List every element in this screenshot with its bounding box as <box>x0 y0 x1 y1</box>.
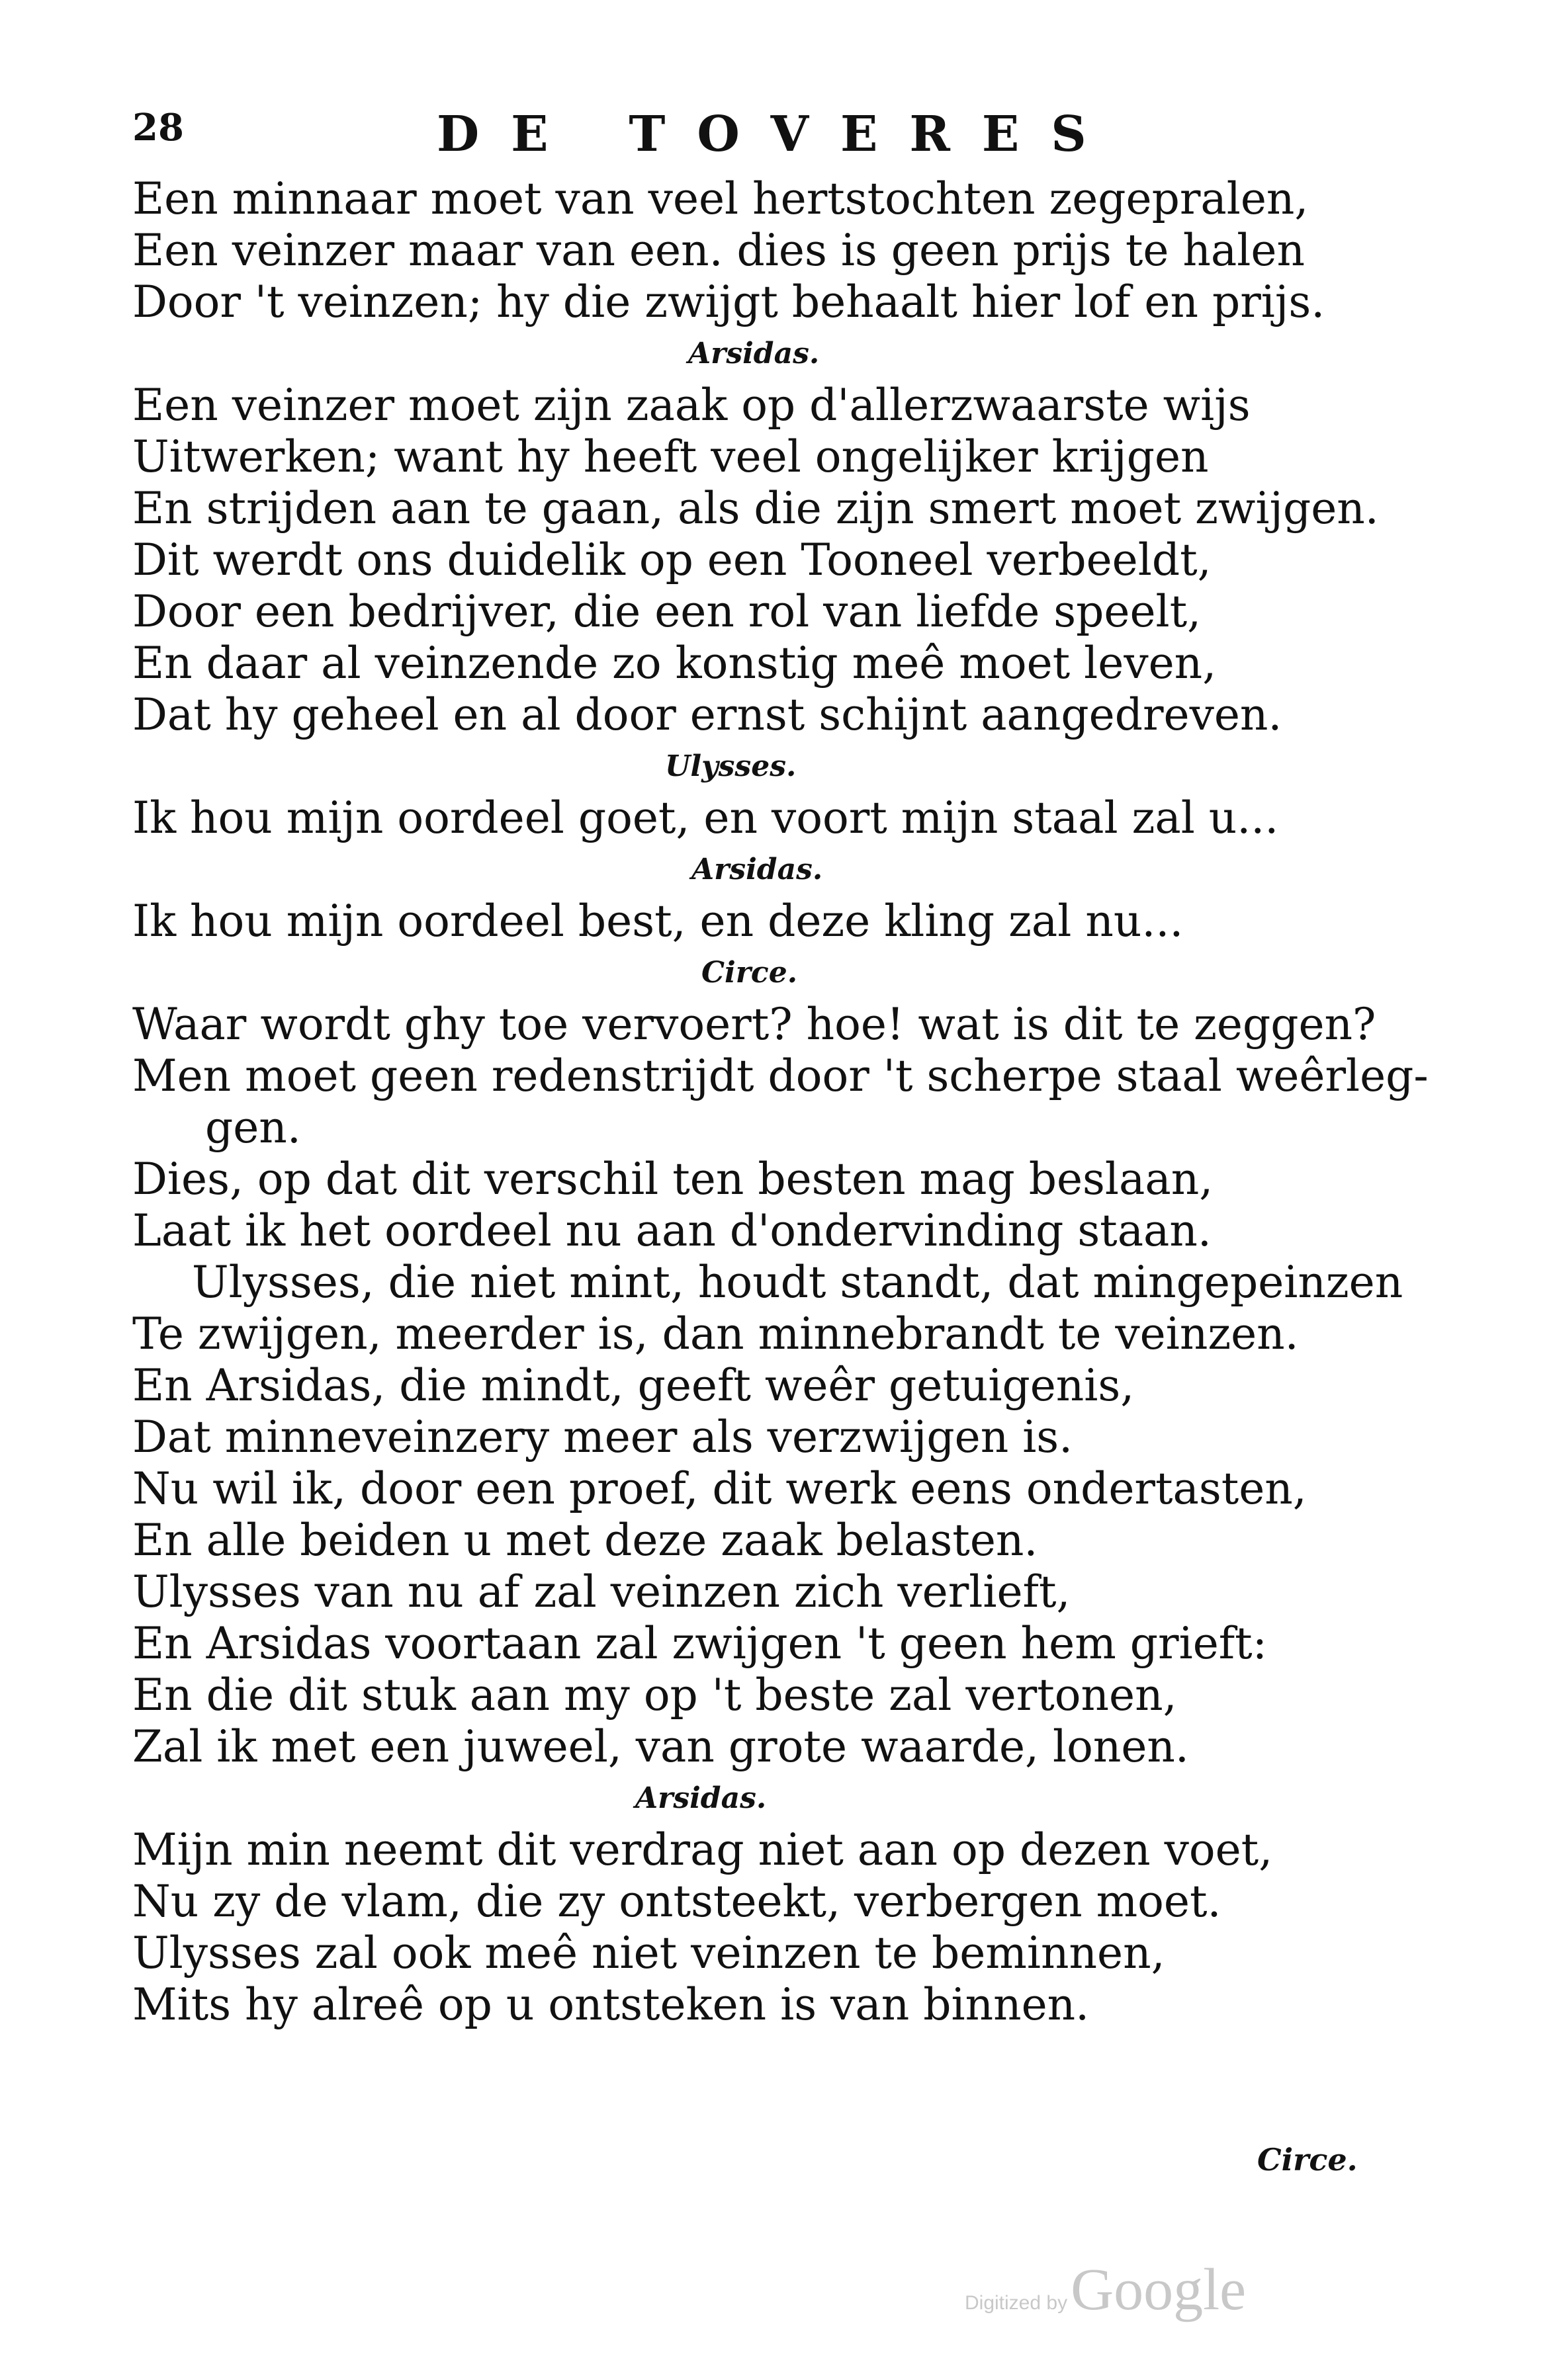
speaker-name: Arsidas. <box>635 1781 767 1815</box>
verse-line: Mits hy alreê op u ontsteken is van binnen. <box>132 1979 1090 2030</box>
speaker-name: Arsidas. <box>691 853 823 886</box>
verse-line: Een minnaar moet van veel hertstochten zegepralen, <box>132 173 1309 224</box>
speaker-name: Circe. <box>701 956 798 990</box>
verse-line: Laat ik het oordeel nu aan d'ondervinding staan. <box>132 1205 1212 1256</box>
verse-line: Ulysses van nu af zal veinzen zich verlieft, <box>132 1566 1071 1617</box>
verse-line: En daar al veinzende zo konstig meê moet leven, <box>132 638 1217 689</box>
verse-line: Een veinzer moet zijn zaak op d'allerzwaarste wijs <box>132 380 1251 431</box>
verse-line: Waar wordt ghy toe vervoert? hoe! wat is dit te zeggen? <box>132 999 1376 1050</box>
page-number: 28 <box>132 106 184 149</box>
verse-line: Door een bedrijver, die een rol van liefde speelt, <box>132 586 1202 637</box>
verse-line: Ulysses zal ook meê niet veinzen te beminnen, <box>132 1928 1165 1978</box>
digitized-watermark <box>965 2256 1246 2324</box>
verse-line: Dies, op dat dit verschil ten besten mag beslaan, <box>132 1154 1214 1205</box>
running-title: DE TOVERES <box>437 106 1118 163</box>
verse-line: Men moet geen redenstrijdt door 't scherpe staal weêrleg- <box>132 1050 1429 1101</box>
verse-line: Ulysses, die niet mint, houdt standt, dat mingepeinzen <box>192 1257 1403 1308</box>
verse-line: Een veinzer maar van een. dies is geen prijs te halen <box>132 225 1305 276</box>
verse-line: En strijden aan te gaan, als die zijn smert moet zwijgen. <box>132 483 1379 534</box>
verse-line: En die dit stuk aan my op 't beste zal vertonen, <box>132 1670 1177 1721</box>
watermark-brand: Google <box>1071 2257 1247 2322</box>
verse-text <box>132 173 1429 2031</box>
verse-line-continuation: gen. <box>205 1102 301 1153</box>
watermark-prefix: Digitized by <box>965 2292 1068 2314</box>
page-header <box>132 106 1138 172</box>
verse-line: Mijn min neemt dit verdrag niet aan op dezen voet, <box>132 1824 1273 1875</box>
verse-line: Nu wil ik, door een proef, dit werk eens ondertasten, <box>132 1463 1307 1514</box>
verse-line: Door 't veinzen; hy die zwijgt behaalt hier lof en prijs. <box>132 276 1325 327</box>
verse-line: En Arsidas voortaan zal zwijgen 't geen hem grieft: <box>132 1618 1267 1669</box>
speaker-name: Arsidas. <box>688 337 820 370</box>
verse-line: En Arsidas, die mindt, geeft weêr getuigenis, <box>132 1360 1135 1411</box>
verse-line: Te zwijgen, meerder is, dan minnebrandt te veinzen. <box>132 1308 1299 1359</box>
verse-line: Dat minneveinzery meer als verzwijgen is. <box>132 1412 1073 1463</box>
verse-line: Ik hou mijn oordeel goet, en voort mijn staal zal u... <box>132 792 1279 843</box>
verse-line: En alle beiden u met deze zaak belasten. <box>132 1515 1038 1566</box>
verse-line: Dit werdt ons duidelik op een Tooneel verbeeldt, <box>132 534 1212 585</box>
verse-line: Nu zy de vlam, die zy ontsteekt, verbergen moet. <box>132 1876 1221 1927</box>
verse-line: Zal ik met een juweel, van grote waarde, lonen. <box>132 1721 1189 1772</box>
verse-line: Ik hou mijn oordeel best, en deze kling zal nu... <box>132 896 1184 947</box>
verse-line: Dat hy geheel en al door ernst schijnt aangedreven. <box>132 689 1282 740</box>
speaker-name: Ulysses. <box>665 749 797 783</box>
verse-line: Uitwerken; want hy heeft veel ongelijker krijgen <box>132 431 1209 482</box>
catchword: Circe. <box>1257 2142 1358 2178</box>
